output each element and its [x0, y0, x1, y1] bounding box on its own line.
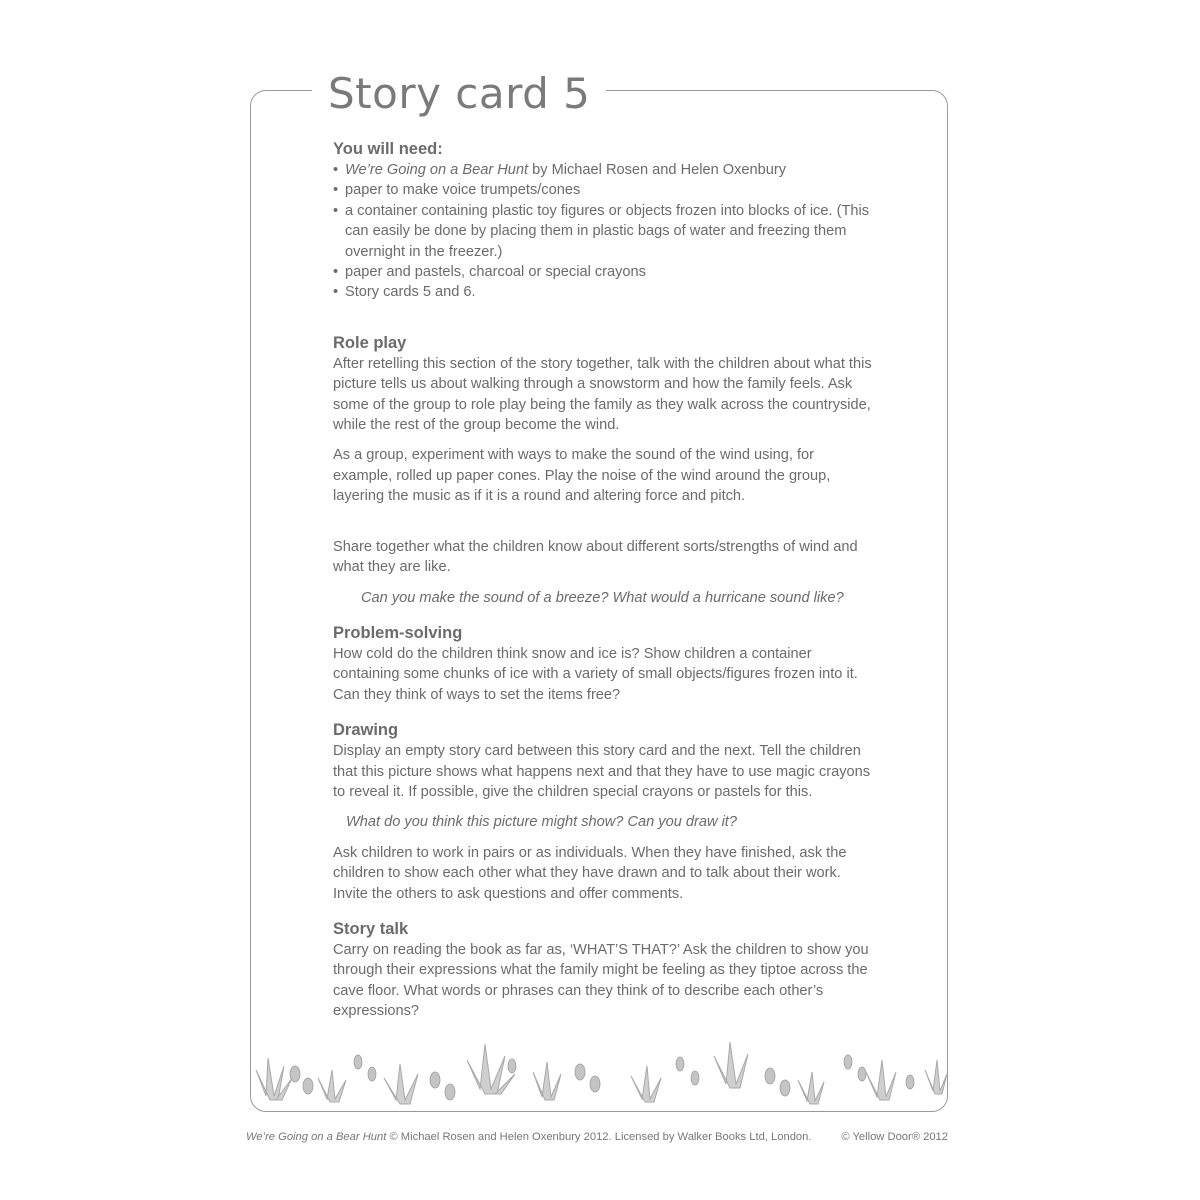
footprint-icon: [303, 1078, 313, 1094]
grass-tuft-icon: [467, 1044, 515, 1094]
grass-tuft-icon: [318, 1070, 346, 1102]
footprint-icon: [590, 1076, 600, 1092]
paragraph: How cold do the children think snow and ice is? Show children a container containing some chunks of ice with a variety of small objects/figures frozen into it. Can they think of ways to set the items free?: [333, 645, 858, 703]
footprint-icon: [844, 1055, 852, 1069]
paragraph: After retelling this section of the story together, talk with the children about what this picture tells us about walking through a snowstorm and how the family feels. Ask some of the group to role play being the family as they walk across the countryside, while the rest of the group become the wind.: [333, 355, 872, 434]
paragraph: Display an empty story card between this story card and the next. Tell the children that this picture shows what happens next and that they have to use magic crayons to reveal it. If possible, give the children special crayons or pastels for this.: [333, 743, 871, 800]
paragraph: Carry on reading the book as far as, ‘WHAT’S THAT?’ Ask the children to show you through their expressions what the family might be feeling as they tiptoe across the cave floor. What words or phrases can they think of to describe each other’s expressions?: [333, 941, 869, 1020]
list-item: • a container containing plastic toy figures or objects frozen into blocks of ice. (This can easily be done by placing them in plastic bags of water and freezing them overnight in the freezer.): [333, 201, 873, 262]
section-role-play: [333, 333, 873, 608]
section-heading: Role play: [333, 333, 407, 352]
grass-tuft-icon: [798, 1072, 824, 1104]
footprint-icon: [290, 1066, 300, 1082]
footer-book-title: We’re Going on a Bear Hunt: [246, 1131, 387, 1143]
footer-license: © Michael Rosen and Helen Oxenbury 2012. Licensed by Walker Books Ltd, London.: [386, 1131, 812, 1143]
grass-footprints-illustration: [250, 1022, 948, 1112]
footer: [246, 1131, 948, 1143]
paragraph: Ask children to work in pairs or as individuals. When they have finished, ask the children to show each other what they have drawn and to talk about their work. Invite the others to ask questions and offer comments.: [333, 844, 847, 902]
section-heading: Problem-solving: [333, 623, 463, 642]
footprint-icon: [765, 1068, 775, 1084]
section-drawing: [333, 720, 873, 904]
book-authors: by Michael Rosen and Helen Oxenbury: [528, 162, 787, 178]
title-wrapper: [312, 68, 606, 120]
section-heading: Drawing: [333, 721, 399, 740]
materials-list: [333, 160, 873, 303]
list-item: • paper and pastels, charcoal or special crayons: [333, 262, 873, 282]
footprint-icon: [676, 1057, 684, 1071]
footprint-icon: [354, 1055, 362, 1069]
section-heading: Story talk: [333, 919, 409, 938]
footprint-icon: [691, 1071, 699, 1085]
grass-tuft-icon: [533, 1062, 561, 1100]
list-item: • paper to make voice trumpets/cones: [333, 180, 873, 200]
footprint-icon: [430, 1072, 440, 1088]
card-content: [333, 139, 873, 1022]
section-heading: You will need:: [333, 140, 443, 158]
footprint-icon: [906, 1075, 914, 1089]
list-item: • Story cards 5 and 6.: [333, 282, 873, 302]
paragraph: Share together what the children know about different sorts/strengths of wind and what they are like.: [333, 538, 858, 576]
grass-tuft-icon: [866, 1060, 896, 1100]
footprint-icon: [780, 1080, 790, 1096]
footer-copyright: © Yellow Door® 2012: [841, 1131, 948, 1143]
grass-tuft-icon: [631, 1066, 661, 1102]
prompt-question: What do you think this picture might show? Can you draw it?: [346, 814, 737, 831]
grass-tuft-icon: [714, 1042, 748, 1088]
prompt-question: Can you make the sound of a breeze? What would a hurricane sound like?: [361, 589, 844, 606]
grass-tuft-icon: [256, 1058, 292, 1100]
section-story-talk: [333, 919, 873, 1022]
footprint-icon: [445, 1084, 455, 1100]
paragraph: As a group, experiment with ways to make the sound of the wind using, for example, rolled up paper cones. Play the noise of the wind around the group, layering the music as if it is a round and altering force and pitch.: [333, 447, 831, 505]
page-title: Story card 5: [328, 69, 591, 118]
footprint-icon: [575, 1064, 585, 1080]
grass-tuft-icon: [925, 1060, 947, 1094]
section-you-will-need: [333, 139, 873, 303]
footprint-icon: [508, 1059, 516, 1073]
grass-tuft-icon: [384, 1064, 418, 1104]
footprint-icon: [858, 1067, 866, 1081]
footprint-icon: [368, 1067, 376, 1081]
list-item: [333, 160, 873, 180]
section-problem-solving: [333, 623, 873, 705]
book-title: We’re Going on a Bear Hunt: [345, 162, 529, 178]
